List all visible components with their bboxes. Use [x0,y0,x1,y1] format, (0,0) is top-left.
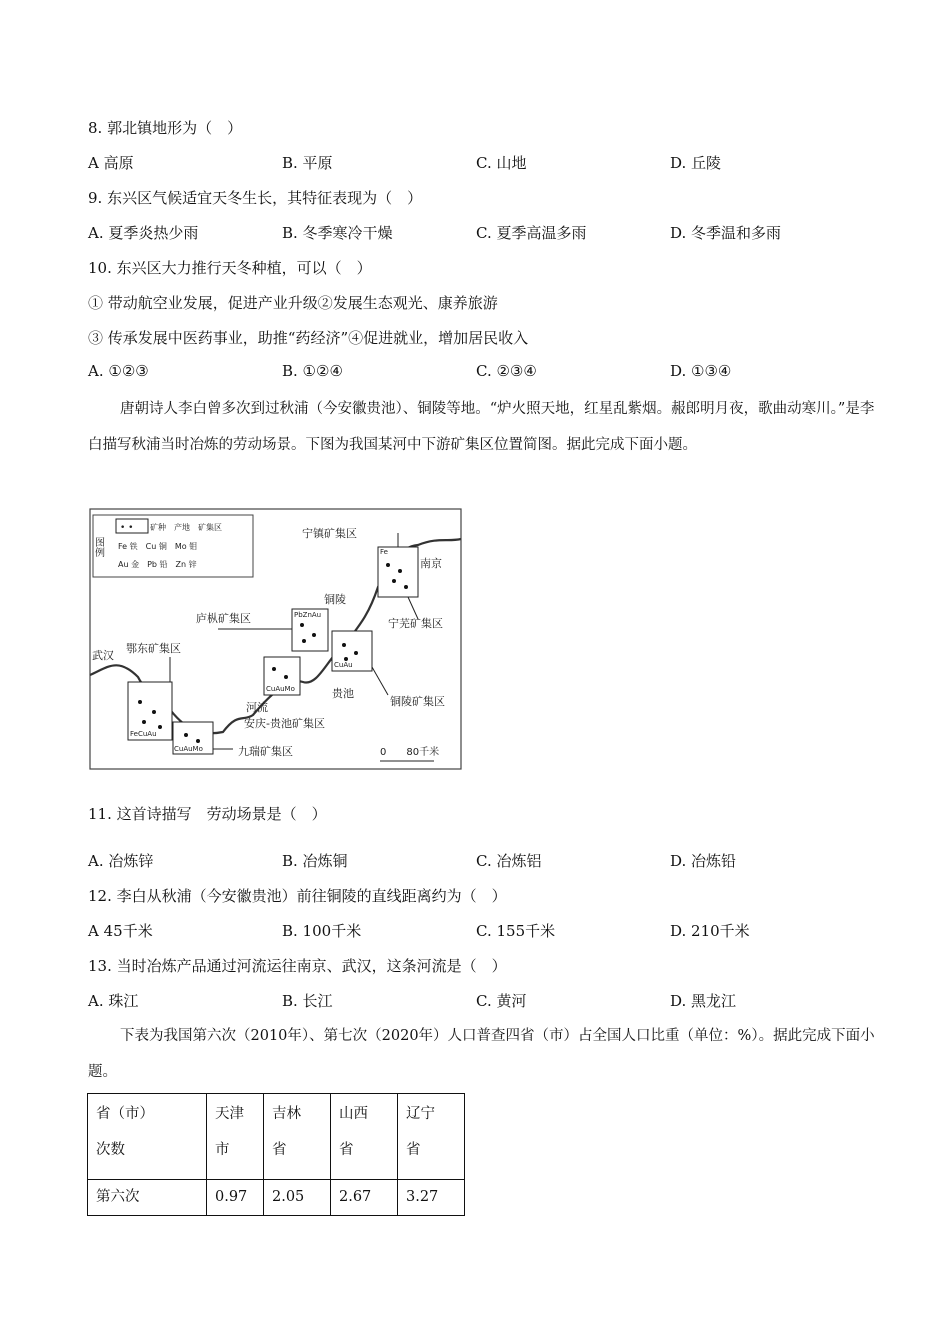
q13-stem: 13. 当时冶炼产品通过河流运往南京、武汉，这条河流是（ ） [88,957,507,975]
label-anqing: 安庆-贵池矿集区 [244,717,325,730]
q10-option-a: A. ①②③ [88,362,149,380]
box-label-3: CuAu [334,661,353,669]
col-header-liaoning-2: 省 [406,1142,421,1158]
passage-libai: 唐朝诗人李白曾多次到过秋浦（今安徽贵池）、铜陵等地。“炉火照天地，红星乱紫烟。赧郎明月夜，歌曲动寒川。”是李白描写秋浦当时冶炼的劳动场景。下图为我国某河中下游矿集区位置简图。据此完成下面小题。 [88,401,875,453]
col-header-liaoning [398,1094,465,1180]
q12-option-d: D. 210千米 [670,922,750,940]
q13-option-b: B. 长江 [282,992,333,1010]
mineral-map [88,507,464,771]
col-header-tianjin [207,1094,264,1180]
q10-option-c: C. ②③④ [476,362,537,380]
passage-census: 下表为我国第六次（2010年）、第七次（2020年）人口普查四省（市）占全国人口比重（单位：%）。据此完成下面小题。 [88,1028,875,1080]
legend-title: 图例 [92,537,104,557]
q13-option-d: D. 黑龙江 [670,992,737,1010]
q12-option-b: B. 100千米 [282,922,362,940]
col-header-tianjin-1: 天津 [215,1106,244,1122]
label-wuhan: 武汉 [92,649,114,662]
box-label-1: Fe [380,548,388,556]
label-tongling-area: 铜陵矿集区 [390,695,445,708]
q9-stem: 9. 东兴区气候适宜天冬生长，其特征表现为（ ） [88,189,423,207]
svg-text:• •: • • [120,523,134,533]
label-tongling: 铜陵 [324,593,346,606]
label-jiurui: 九瑞矿集区 [238,745,293,758]
col-header-jilin-1: 吉林 [272,1106,301,1122]
header-line-1: 省（市） [96,1106,154,1122]
q10-item-1: ① 带动航空业发展，促进产业升级②发展生态观光、康养旅游 [88,294,498,312]
q8-stem: 8. 郭北镇地形为（ ） [88,119,243,137]
q10-option-d: D. ①③④ [670,362,732,380]
q8-option-c: C. 山地 [476,154,527,172]
col-header-jilin [264,1094,331,1180]
col-header-shanxi-1: 山西 [339,1106,368,1122]
col-header-jilin-2: 省 [272,1142,287,1158]
q8-option-a: A 高原 [88,154,134,172]
header-line-2: 次数 [96,1142,125,1158]
label-ningwu: 宁芜矿集区 [388,617,443,630]
label-river: 河流 [246,701,268,714]
table-header-corner [88,1094,207,1180]
q11-option-a: A. 冶炼锌 [88,852,154,870]
q11-option-c: C. 冶炼铝 [476,852,542,870]
q11-option-d: D. 冶炼铅 [670,852,737,870]
census-table [87,1093,465,1216]
cell-tianjin: 0.97 [207,1180,264,1216]
q10-item-2: ③ 传承发展中医药事业，助推“药经济”④促进就业，增加居民收入 [88,329,529,347]
cell-liaoning: 3.27 [398,1180,465,1216]
q12-stem: 12. 李白从秋浦（今安徽贵池）前往铜陵的直线距离约为（ ） [88,887,507,905]
q8-option-d: D. 丘陵 [670,154,722,172]
q10-option-b: B. ①②④ [282,362,343,380]
q8-option-b: B. 平原 [282,154,333,172]
legend-row-3: Au 金 Pb 铅 Zn 锌 [118,560,197,569]
cell-jilin: 2.05 [264,1180,331,1216]
col-header-shanxi [331,1094,398,1180]
q9-option-a: A. 夏季炎热少雨 [88,224,199,242]
label-nanjing: 南京 [420,557,442,570]
box-label-2: PbZnAu [294,611,322,619]
legend-row-2: Fe 铁 Cu 铜 Mo 钼 [118,542,198,551]
q13-option-a: A. 珠江 [88,992,139,1010]
label-scale: 0 80千米 [380,747,440,758]
cell-shanxi: 2.67 [331,1180,398,1216]
legend-row-1: 矿种 产地 矿集区 [150,523,222,532]
q9-option-d: D. 冬季温和多雨 [670,224,782,242]
q9-option-c: C. 夏季高温多雨 [476,224,587,242]
label-ningzhen: 宁镇矿集区 [302,527,357,540]
label-edong: 鄂东矿集区 [126,642,181,655]
box-label-6: CuAuMo [174,745,203,753]
q10-stem: 10. 东兴区大力推行天冬种植，可以（ ） [88,259,372,277]
q11-option-b: B. 冶炼铜 [282,852,348,870]
q13-option-c: C. 黄河 [476,992,527,1010]
col-header-shanxi-2: 省 [339,1142,354,1158]
label-luzong: 庐枞矿集区 [196,612,251,625]
col-header-liaoning-1: 辽宁 [406,1106,435,1122]
row-label-sixth: 第六次 [88,1180,207,1216]
q11-stem: 11. 这首诗描写 劳动场景是（ ） [88,805,327,823]
box-label-5: FeCuAu [130,730,157,738]
box-label-4: CuAuMo [266,685,295,693]
q9-option-b: B. 冬季寒冷干燥 [282,224,393,242]
q12-option-c: C. 155千米 [476,922,556,940]
col-header-tianjin-2: 市 [215,1142,230,1158]
q12-option-a: A 45千米 [88,922,153,940]
label-guichi: 贵池 [332,687,354,700]
